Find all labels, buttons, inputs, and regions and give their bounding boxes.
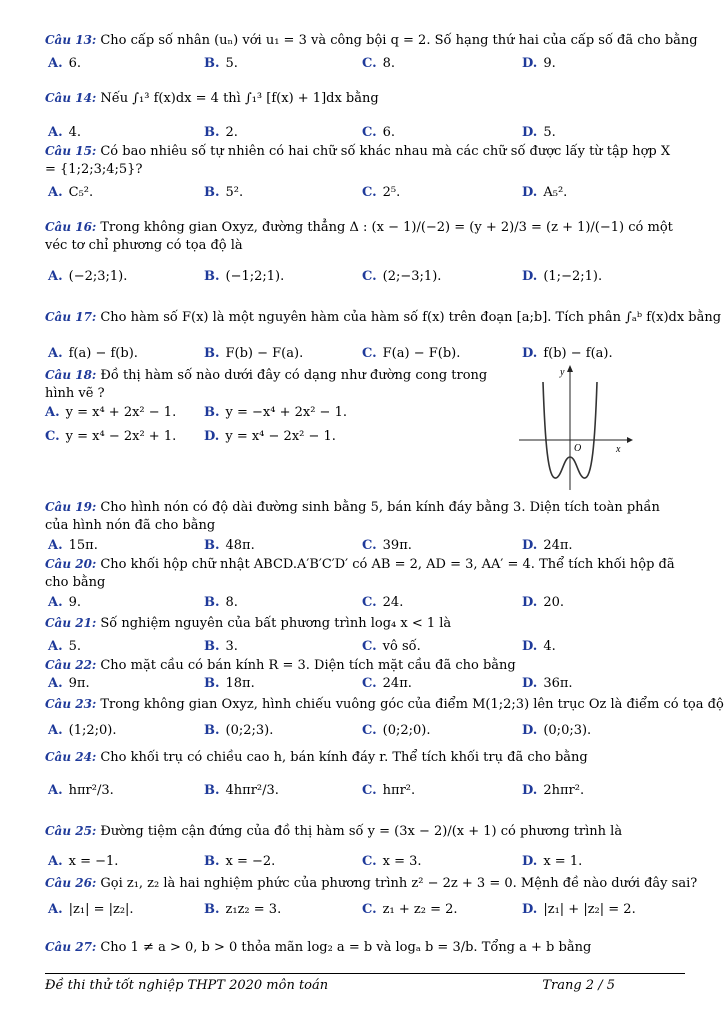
q15-option-d[interactable]: D. A₅². [522,185,568,200]
q22-option-d[interactable]: D. 36π. [522,676,573,691]
q14-option-d[interactable]: D. 5. [522,125,556,140]
q19-option-d[interactable]: D. 24π. [522,538,573,553]
q16-option-b[interactable]: B. (−1;2;1). [204,269,285,284]
q14-option-b[interactable]: B. 2. [204,125,238,140]
q13-option-a[interactable]: A. 6. [48,56,82,71]
q26-option-a[interactable]: A. |z₁| = |z₂|. [48,902,134,917]
page-number: Trang 2 / 5 [542,978,615,993]
q19-option-c[interactable]: C. 39π. [362,538,412,553]
quartic-graph [515,362,635,494]
q24-option-d[interactable]: D. 2hπr². [522,783,585,798]
q16-option-d[interactable]: D. (1;−2;1). [522,269,603,284]
q17-option-a[interactable]: A. f(a) − f(b). [48,346,138,361]
q18-option-a[interactable]: A. y = x⁴ + 2x² − 1. [45,405,177,420]
q17-option-b[interactable]: B. F(b) − F(a). [204,346,304,361]
q24-option-b[interactable]: B. 4hπr²/3. [204,783,279,798]
q24-option-c[interactable]: C. hπr². [362,783,416,798]
q23-option-b[interactable]: B. (0;2;3). [204,723,274,738]
q25-option-d[interactable]: D. x = 1. [522,854,583,869]
question-19: Câu 19: Cho hình nón có độ dài đường sinh bằng 5, bán kính đáy bằng 3. Diện tích toàn phần của hình nón đã cho bằng [45,500,660,533]
x-axis-arrow [627,437,633,443]
q20-option-c[interactable]: C. 24. [362,595,404,610]
q21-option-b[interactable]: B. 3. [204,639,238,654]
q13-option-c[interactable]: C. 8. [362,56,396,71]
q22-option-b[interactable]: B. 18π. [204,676,255,691]
q26-option-d[interactable]: D. |z₁| + |z₂| = 2. [522,902,636,917]
q23-option-c[interactable]: C. (0;2;0). [362,723,431,738]
x-axis-label: x [616,444,621,455]
q15-option-c[interactable]: C. 2⁵. [362,185,401,200]
page-footer [45,978,685,993]
question-26: Câu 26: Gọi z₁, z₂ là hai nghiệm phức của phương trình z² − 2z + 3 = 0. Mệnh đề nào dưới đây sai? [45,876,698,891]
q14-option-a[interactable]: A. 4. [48,125,82,140]
question-24: Câu 24: Cho khối trụ có chiều cao h, bán kính đáy r. Thể tích khối trụ đã cho bằng [45,750,588,765]
q15-option-b[interactable]: B. 5². [204,185,244,200]
q14-option-c[interactable]: C. 6. [362,125,396,140]
q19-option-b[interactable]: B. 48π. [204,538,255,553]
question-15: Câu 15: Có bao nhiêu số tự nhiên có hai chữ số khác nhau mà các chữ số được lấy từ tập hợp X = {1;2;3;4;5}? [45,144,671,177]
q17-option-d[interactable]: D. f(b) − f(a). [522,346,613,361]
q25-option-c[interactable]: C. x = 3. [362,854,422,869]
question-25: Câu 25: Đường tiệm cận đứng của đồ thị hàm số y = (3x − 2)/(x + 1) có phương trình là [45,824,623,839]
q25-option-a[interactable]: A. x = −1. [48,854,119,869]
q22-option-c[interactable]: C. 24π. [362,676,412,691]
q17-option-c[interactable]: C. F(a) − F(b). [362,346,461,361]
question-23: Câu 23: Trong không gian Oxyz, hình chiếu vuông góc của điểm M(1;2;3) lên trục Oz là điểm có tọa độ [45,697,724,712]
q20-option-b[interactable]: B. 8. [204,595,238,610]
question-16: Câu 16: Trong không gian Oxyz, đường thẳng Δ : (x − 1)/(−2) = (y + 2)/3 = (z + 1)/(−1) có một véc tơ chỉ phương có tọa độ là [45,220,673,253]
q23-option-a[interactable]: A. (1;2;0). [48,723,117,738]
q21-option-a[interactable]: A. 5. [48,639,82,654]
q24-option-a[interactable]: A. hπr²/3. [48,783,114,798]
q13-option-d[interactable]: D. 9. [522,56,556,71]
q26-option-c[interactable]: C. z₁ + z₂ = 2. [362,902,458,917]
q22-option-a[interactable]: A. 9π. [48,676,90,691]
q13-option-b[interactable]: B. 5. [204,56,238,71]
q21-option-d[interactable]: D. 4. [522,639,556,654]
question-13: Câu 13: Cho cấp số nhân (uₙ) với u₁ = 3 và công bội q = 2. Số hạng thứ hai của cấp số đã cho bằng [45,33,698,48]
q25-option-b[interactable]: B. x = −2. [204,854,276,869]
q18-option-c[interactable]: C. y = x⁴ − 2x² + 1. [45,429,177,444]
q20-option-a[interactable]: A. 9. [48,595,82,610]
question-21: Câu 21: Số nghiệm nguyên của bất phương trình log₄ x < 1 là [45,616,452,631]
footer-rule [45,973,685,974]
q19-option-a[interactable]: A. 15π. [48,538,98,553]
q15-option-a[interactable]: A. C₅². [48,185,94,200]
q21-option-c[interactable]: C. vô số. [362,639,421,654]
question-18: Câu 18: Đồ thị hàm số nào dưới đây có dạng như đường cong trong hình vẽ ? [45,368,488,401]
q18-option-d[interactable]: D. y = x⁴ − 2x² − 1. [204,429,336,444]
y-axis-arrow [567,365,573,372]
y-axis-label: y [560,367,565,378]
origin-label: O [574,443,582,454]
question-14: Câu 14: Nếu ∫₁³ f(x)dx = 4 thì ∫₁³ [f(x) + 1]dx bằng [45,91,379,106]
q26-option-b[interactable]: B. z₁z₂ = 3. [204,902,282,917]
footer-title: Đề thi thử tốt nghiệp THPT 2020 môn toán [45,978,329,993]
q20-option-d[interactable]: D. 20. [522,595,565,610]
q18-option-b[interactable]: B. y = −x⁴ + 2x² − 1. [204,405,347,420]
question-20: Câu 20: Cho khối hộp chữ nhật ABCD.A′B′C′D′ có AB = 2, AD = 3, AA′ = 4. Thể tích khối hộp đã cho bằng [45,557,675,590]
question-17: Câu 17: Cho hàm số F(x) là một nguyên hàm của hàm số f(x) trên đoạn [a;b]. Tích phân ∫ₐᵇ f(x)dx bằng [45,310,722,325]
q16-option-a[interactable]: A. (−2;3;1). [48,269,128,284]
q16-option-c[interactable]: C. (2;−3;1). [362,269,442,284]
q23-option-d[interactable]: D. (0;0;3). [522,723,592,738]
question-27: Câu 27: Cho 1 ≠ a > 0, b > 0 thỏa mãn log₂ a = b và logₐ b = 3/b. Tổng a + b bằng [45,940,592,955]
question-22: Câu 22: Cho mặt cầu có bán kính R = 3. Diện tích mặt cầu đã cho bằng [45,658,516,673]
